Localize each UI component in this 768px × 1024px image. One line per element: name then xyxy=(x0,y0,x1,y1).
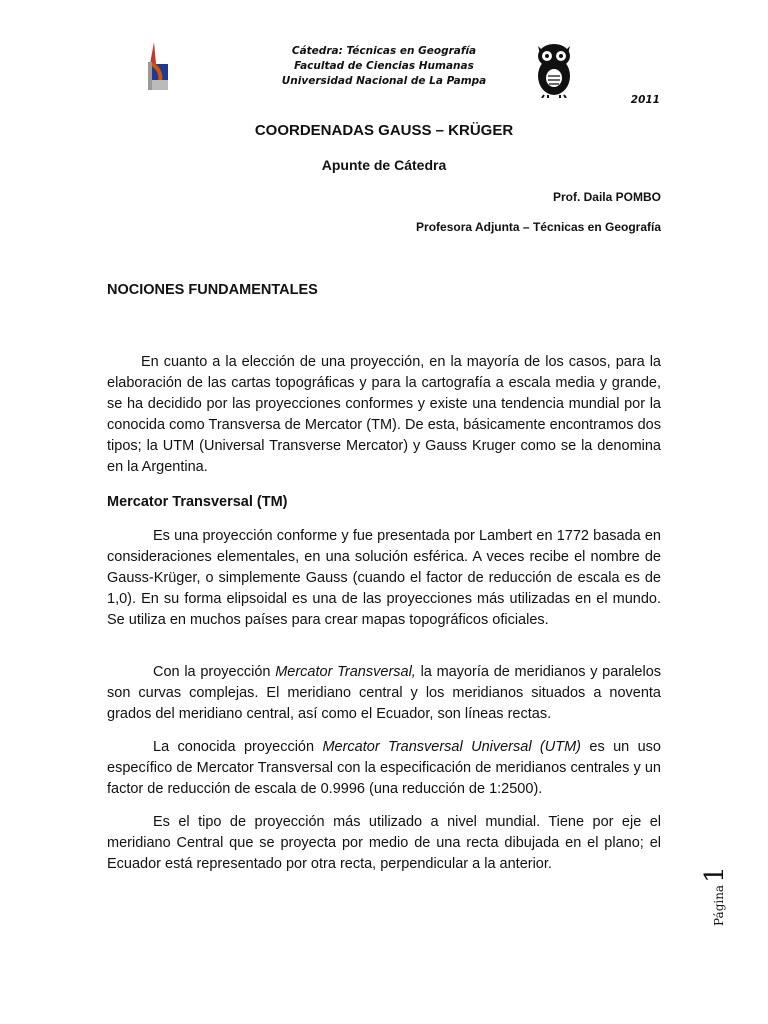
section-heading: NOCIONES FUNDAMENTALES xyxy=(107,282,318,298)
subsection-heading: Mercator Transversal (TM) xyxy=(107,494,288,510)
document-header xyxy=(0,44,768,89)
paragraph-tm-meridians xyxy=(107,662,661,725)
author-role: Profesora Adjunta – Técnicas en Geografía xyxy=(416,220,661,234)
para3-emphasis: Mercator Transversal, xyxy=(275,664,416,680)
page-number: 1 xyxy=(700,866,730,883)
paragraph-usage: Es el tipo de proyección más utilizado a nivel mundial. Tiene por eje el meridiano Central que se proyecta por medio de una recta dibujada en el plano; el Ecuador está representado por otra recta, perpendicular a la anterior. xyxy=(107,814,661,872)
page-word: Página xyxy=(712,884,726,926)
para4-emphasis: Mercator Transversal Universal (UTM) xyxy=(322,739,581,755)
header-year: 2011 xyxy=(630,94,660,106)
para3-end: la mayoría de meridianos y paralelos son curvas complejas. El meridiano central y los meridianos situados a noventa grados del meridiano central, así como el Ecuador, son líneas rectas. xyxy=(107,664,662,722)
document-subtitle: Apunte de Cátedra xyxy=(321,157,447,173)
paragraph-intro: En cuanto a la elección de una proyección, en la mayoría de los casos, para la elaboración de las cartas topográficas y para la cartografía a escala media y grande, se ha decidido por las proyecciones conformes y existe una tendencia mundial por la conocida como Transversa de Mercator (TM). De esta, básicamente encontramos dos tipos; la UTM (Universal Transverse Mercator) y Gauss Kruger como se la denomina en la Argentina. xyxy=(107,354,661,475)
para4-end: es un uso específico de Mercator Transversal con la especificación de meridianos centrales y un factor de reducción de escala de 0.9996 (una reducción de 1:2500). xyxy=(107,739,661,797)
paragraph-utm xyxy=(107,737,661,800)
header-university: Universidad Nacional de La Pampa xyxy=(281,75,487,87)
paragraph-tm-definition: Es una proyección conforme y fue presentada por Lambert en 1772 basada en consideraciones elementales, en una solución esférica. A veces recibe el nombre de Gauss-Krüger, o simplemente Gauss (cuando el factor de reducción de escala es de 1,0). En su forma elipsoidal es una de las proyecciones más utilizadas en el mundo. Se utiliza en muchos países para crear mapas topográficos oficiales. xyxy=(107,528,661,628)
document-title: COORDENADAS GAUSS – KRÜGER xyxy=(254,122,514,139)
author-name: Prof. Daila POMBO xyxy=(552,190,661,204)
page-number-marker xyxy=(700,866,730,930)
header-cathedra: Cátedra: Técnicas en Geografía xyxy=(291,45,477,57)
para4-start: La conocida proyección xyxy=(153,739,323,755)
header-faculty: Facultad de Ciencias Humanas xyxy=(294,60,474,72)
para3-start: Con la proyección xyxy=(153,664,276,680)
